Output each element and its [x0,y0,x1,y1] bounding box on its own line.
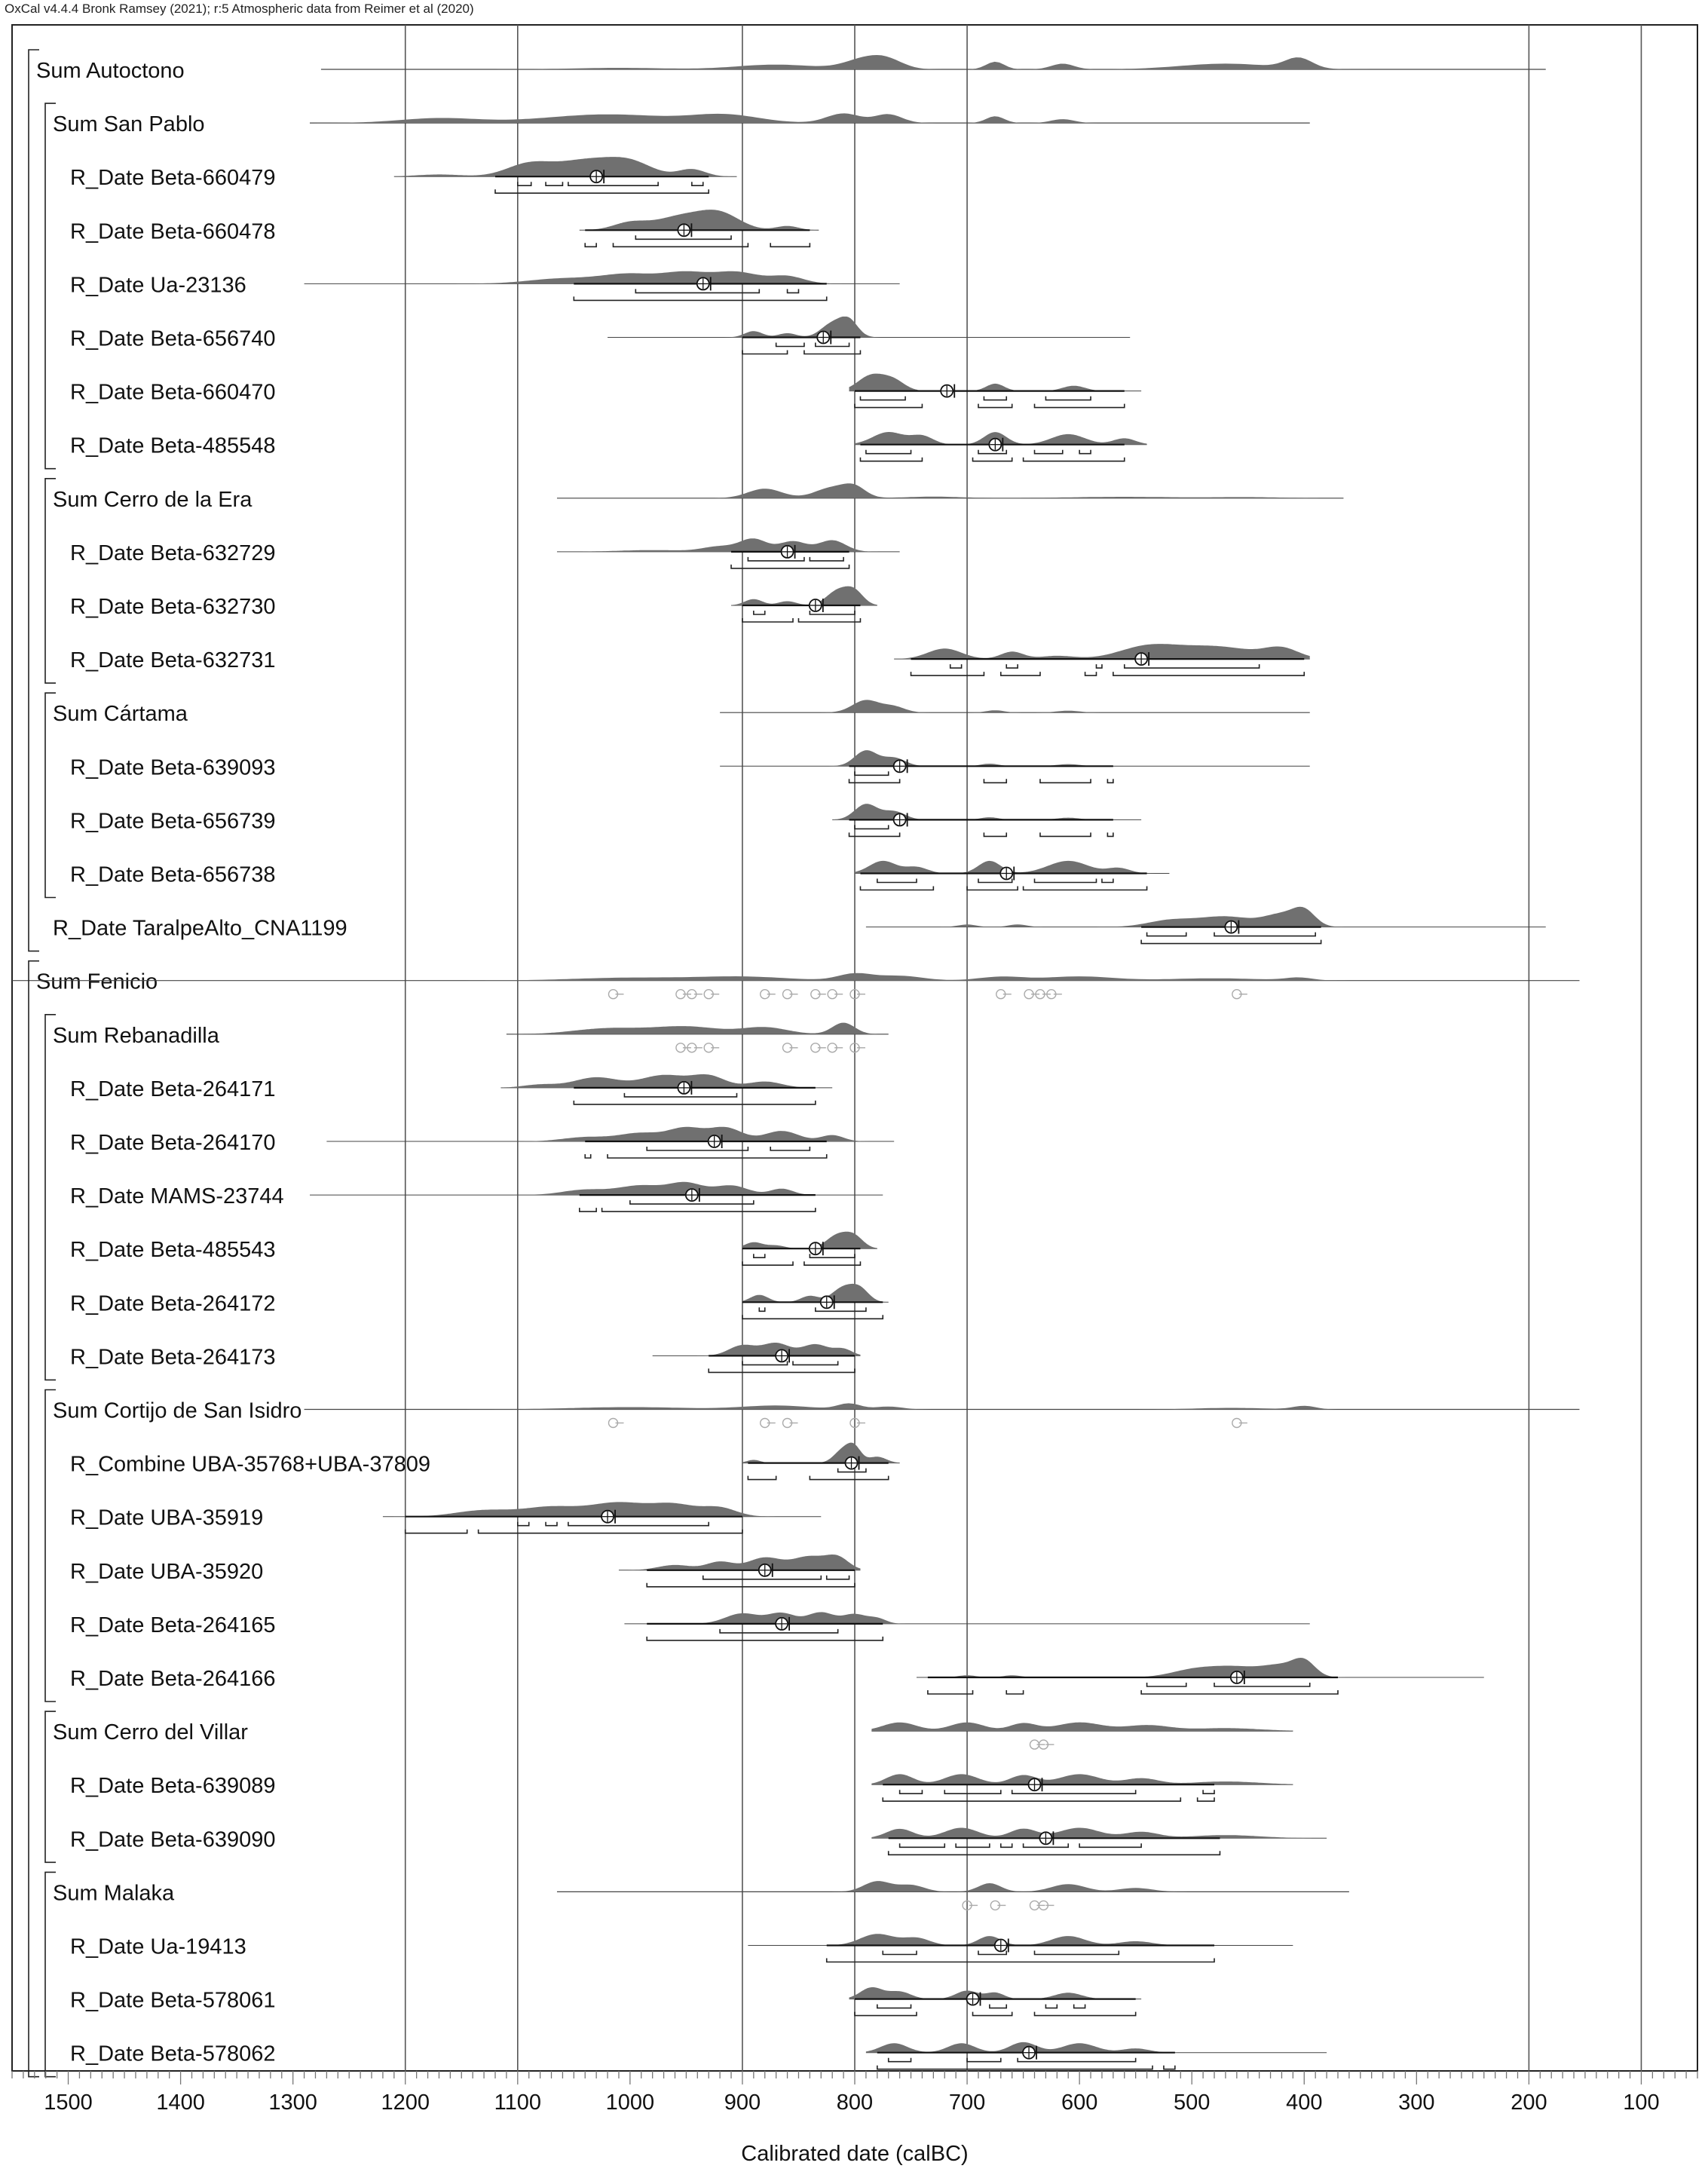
range-68-bracket [754,1254,765,1257]
range-68-bracket [877,2005,911,2008]
range-95-bracket [614,243,748,247]
row-r-date-beta-660479 [70,157,737,193]
range-68-bracket [900,1843,945,1847]
range-68-bracket [518,1522,529,1526]
row-label: R_Date Beta-264165 [70,1613,276,1637]
summed-density [871,1723,1293,1732]
row-label: Sum Fenicio [36,969,158,994]
range-68-bracket [546,182,562,185]
range-95-bracket [1107,832,1113,836]
group-bracket-sum-fenicio [29,961,39,2077]
group-bracket-sum-autoctono [29,50,39,951]
range-68-bracket [1035,1951,1119,1955]
range-95-bracket [798,618,860,622]
row-r-date-beta-485543 [70,1232,877,1265]
row-label: Sum Malaka [53,1881,175,1906]
range-68-bracket [816,1307,866,1311]
range-95-bracket [1035,2012,1136,2016]
range-95-bracket [984,779,1006,783]
row-sum-san-pablo [53,112,1310,136]
range-68-bracket [1125,664,1260,668]
range-95-bracket [1141,940,1321,944]
row-r-date-taralpealto-cna1199 [53,907,1546,944]
range-68-bracket [1214,1683,1310,1686]
x-tick-label: 300 [1398,2091,1435,2115]
row-r-date-beta-639089 [70,1774,1293,1801]
row-r-date-beta-264172 [70,1284,889,1319]
range-95-bracket [742,1261,793,1265]
group-bracket-sum-rebanadilla [45,1015,56,1380]
x-tick-label: 1500 [44,2091,93,2115]
range-68-bracket [900,1790,923,1793]
row-r-date-beta-485548 [70,432,1147,461]
range-95-bracket [574,296,826,300]
row-label: R_Date Beta-660479 [70,166,276,191]
range-95-bracket [495,189,709,193]
x-tick-label: 200 [1511,2091,1547,2115]
row-label: R_Date TaralpeAlto_CNA1199 [53,916,347,941]
summed-density [12,973,1580,981]
row-r-date-beta-632729 [70,538,900,568]
range-95-bracket [770,243,810,247]
range-95-bracket [860,887,933,890]
range-68-bracket [866,450,911,454]
range-68-bracket [1102,879,1113,883]
range-95-bracket [860,458,922,461]
range-68-bracket [1012,1790,1136,1793]
posterior-density [310,1182,883,1195]
row-sum-fenicio [12,970,1580,999]
summed-density [310,113,1310,123]
range-95-bracket [984,832,1006,836]
x-tick-label: 1200 [381,2091,430,2115]
row-label: R_Date UBA-35920 [70,1559,264,1584]
range-68-bracket [810,557,843,561]
x-tick-label: 700 [948,2091,986,2115]
range-68-bracket [990,2005,1006,2008]
range-95-bracket [647,1637,883,1640]
summed-density [557,1881,1349,1891]
row-r-date-ua-23136 [70,271,900,301]
range-95-bracket [973,2012,1012,2016]
range-95-bracket [849,832,900,836]
row-r-date-beta-656740 [70,317,1130,354]
range-95-bracket [1141,1690,1338,1694]
posterior-density [720,750,1310,766]
x-tick-label: 1300 [268,2091,317,2115]
posterior-density [742,1443,900,1463]
range-68-bracket [889,2058,911,2062]
range-68-bracket [1079,450,1091,454]
range-95-bracket [883,1797,1180,1801]
range-68-bracket [770,1147,810,1150]
x-tick-label: 400 [1286,2091,1323,2115]
row-label: R_Date Beta-639090 [70,1827,276,1852]
x-tick-label: 600 [1061,2091,1098,2115]
range-68-bracket [1074,2005,1085,2008]
row-r-date-beta-264171 [70,1074,832,1104]
range-95-bracket [1040,779,1091,783]
range-95-bracket [608,1154,827,1158]
row-sum-cortijo-de-san-isidro [53,1399,1580,1428]
bracket-layer [29,50,56,2077]
range-68-bracket [692,182,703,185]
range-95-bracket [810,1476,888,1480]
range-68-bracket [956,1843,990,1847]
row-label: R_Date UBA-35919 [70,1506,264,1530]
range-68-bracket [776,343,804,347]
row-sum-autoctono [36,55,1546,83]
range-95-bracket [585,1154,590,1158]
range-68-bracket [1147,1683,1186,1686]
row-label: R_Date Beta-264166 [70,1667,276,1691]
posterior-density [871,1774,1293,1784]
range-95-bracket [855,404,922,408]
row-r-date-mams-23744 [70,1182,883,1211]
row-label: R_Combine UBA-35768+UBA-37809 [70,1452,430,1477]
range-68-bracket [967,2058,1001,2062]
range-68-bracket [793,1361,838,1365]
range-95-bracket [1006,1690,1023,1694]
summed-density [557,483,1343,498]
range-95-bracket [877,2066,1152,2069]
range-68-bracket [635,289,759,293]
posterior-density [849,1987,1142,1999]
row-r-date-beta-660478 [70,210,819,247]
range-95-bracket [911,672,984,675]
group-bracket-sum-san-pablo [45,103,56,469]
row-r-date-beta-264166 [70,1658,1484,1694]
row-label: R_Date Ua-23136 [70,273,246,298]
row-label: Sum Cerro de la Era [53,487,253,512]
range-68-bracket [624,1093,736,1097]
posterior-density [305,271,900,284]
range-68-bracket [647,1147,748,1150]
range-68-bracket [748,557,804,561]
range-68-bracket [860,397,905,400]
range-68-bracket [944,1790,1001,1793]
x-tick-label: 500 [1174,2091,1211,2115]
range-95-bracket [1040,832,1091,836]
summed-density [305,1403,1580,1409]
range-95-bracket [585,243,596,247]
range-68-bracket [1035,879,1097,883]
x-tick-label: 1100 [494,2091,541,2115]
range-95-bracket [742,351,788,354]
range-68-bracket [568,182,658,185]
range-95-bracket [742,1315,883,1319]
x-tick-label: 800 [836,2091,874,2115]
posterior-density [608,317,1130,338]
posterior-density [580,210,819,230]
range-95-bracket [709,1368,855,1372]
x-tick-label: 100 [1623,2091,1660,2115]
row-r-date-beta-656739 [70,804,1141,836]
range-95-bracket [748,1476,776,1480]
posterior-density [866,907,1546,927]
summed-density [507,1023,889,1034]
row-sum-c-rtama [53,700,1310,726]
posterior-density [731,587,877,605]
row-sum-cerro-del-villar [53,1720,1293,1749]
row-r-date-beta-578062 [70,2042,1327,2069]
row-label: Sum Cerro del Villar [53,1720,248,1745]
row-label: Sum Cortijo de San Isidro [53,1398,302,1423]
row-label: R_Date Beta-485548 [70,433,276,458]
range-95-bracket [1035,404,1125,408]
range-68-bracket [754,611,765,614]
posterior-density [866,2042,1327,2053]
range-68-bracket [1018,2058,1136,2062]
range-95-bracket [574,1101,815,1104]
range-68-bracket [883,1951,917,1955]
range-95-bracket [406,1530,467,1533]
x-tick-label: 1400 [156,2091,205,2115]
x-tick-label: 1000 [605,2091,655,2115]
posterior-density [653,1343,861,1355]
range-95-bracket [1024,887,1147,890]
row-label: Sum Cártama [53,702,188,727]
range-68-bracket [950,664,962,668]
row-label: R_Date Beta-632731 [70,648,276,673]
range-95-bracket [804,351,861,354]
row-r-date-beta-639090 [70,1827,1327,1855]
row-sum-malaka [53,1881,1349,1910]
row-label: R_Date Beta-264173 [70,1345,276,1370]
range-95-bracket [731,565,849,568]
posterior-density [394,157,737,176]
row-r-date-uba-35919 [70,1502,821,1533]
row-r-date-beta-632730 [70,587,877,622]
row-label: R_Date Beta-639093 [70,755,276,780]
row-r-date-beta-264165 [70,1612,1310,1640]
row-label: R_Date Beta-656738 [70,862,276,887]
row-r-date-ua-19413 [70,1934,1293,1962]
posterior-density [894,644,1310,659]
range-95-bracket [1113,672,1304,675]
row-r-date-beta-264170 [70,1127,894,1158]
range-68-bracket [1001,1843,1012,1847]
range-95-bracket [1198,1797,1214,1801]
row-label: R_Date Beta-660478 [70,219,276,244]
range-68-bracket [1096,664,1101,668]
range-95-bracket [1107,779,1113,783]
x-tick-label: 900 [724,2091,761,2115]
posterior-density [326,1127,894,1141]
posterior-density [917,1658,1484,1677]
row-label: Sum Rebanadilla [53,1023,219,1048]
row-r-date-beta-632731 [70,644,1310,675]
range-68-bracket [1045,397,1091,400]
row-label: R_Date Beta-656739 [70,809,276,834]
row-r-date-beta-656738 [70,861,1169,890]
row-label: R_Date Beta-656740 [70,326,276,351]
range-68-bracket [568,1522,709,1526]
row-label: R_Date Beta-632730 [70,595,276,619]
row-label: R_Date Beta-639089 [70,1774,276,1799]
row-r-date-beta-639093 [70,750,1310,783]
row-label: R_Date Beta-660470 [70,380,276,405]
posterior-density [748,1934,1293,1945]
row-label: R_Date Beta-578062 [70,2042,276,2066]
range-68-bracket [1147,933,1186,936]
x-axis-title: Calibrated date (calBC) [741,2142,969,2166]
row-sum-cerro-de-la-era [53,483,1343,512]
range-95-bracket [1085,672,1097,675]
row-label: R_Date Beta-485543 [70,1238,276,1263]
range-95-bracket [967,887,1018,890]
row-label: R_Date Beta-578061 [70,1988,276,2013]
range-95-bracket [928,1690,973,1694]
range-68-bracket [984,397,1006,400]
row-label: R_Date Beta-264170 [70,1131,276,1155]
posterior-density [742,1284,889,1302]
oxcal-credit: OxCal v4.4.4 Bronk Ramsey (2021); r:5 Atmospheric data from Reimer et al (2020) [5,2,474,16]
x-axis [12,2071,1697,2115]
range-95-bracket [602,1208,816,1211]
range-95-bracket [889,1851,1220,1855]
row-r-combine-uba-35768-uba-37809 [70,1443,900,1480]
range-68-bracket [518,182,531,185]
posterior-density [619,1555,861,1570]
row-label: R_Date MAMS-23744 [70,1184,284,1209]
posterior-density [871,1828,1327,1839]
range-95-bracket [742,618,793,622]
posterior-density [832,804,1141,819]
posterior-density [500,1074,832,1088]
range-68-bracket [1045,2005,1057,2008]
row-r-date-beta-578061 [70,1987,1141,2016]
range-95-bracket [1164,2066,1175,2069]
summed-density [720,700,1310,712]
range-95-bracket [849,779,900,783]
range-68-bracket [788,289,799,293]
range-68-bracket [827,1576,849,1579]
range-95-bracket [1001,672,1040,675]
range-68-bracket [855,825,889,829]
range-95-bracket [580,1208,596,1211]
range-68-bracket [877,879,917,883]
range-95-bracket [855,2012,917,2016]
posterior-density [557,538,900,552]
range-68-bracket [1006,664,1018,668]
row-label: R_Date Beta-632729 [70,541,276,565]
range-95-bracket [647,1583,855,1587]
row-r-date-beta-660470 [70,374,1141,408]
range-95-bracket [973,458,1012,461]
range-68-bracket [855,771,889,775]
range-68-bracket [759,1307,764,1311]
range-68-bracket [1035,450,1063,454]
range-68-bracket [1203,1790,1214,1793]
row-label: Sum Autoctono [36,59,185,83]
range-95-bracket [978,404,1012,408]
range-95-bracket [1024,458,1125,461]
range-68-bracket [546,1522,557,1526]
summed-density [321,55,1546,69]
range-95-bracket [804,1261,861,1265]
row-label: R_Date Beta-264171 [70,1077,276,1101]
rows-layer [12,55,1580,2069]
row-label: R_Date Beta-264172 [70,1291,276,1316]
range-95-bracket [827,1959,1214,1962]
group-bracket-sum-cortijo-de-san-isidro [45,1390,56,1702]
row-sum-rebanadilla [53,1023,889,1052]
posterior-density [849,374,1142,391]
row-label: R_Date Ua-19413 [70,1934,246,1959]
range-68-bracket [1079,1843,1141,1847]
row-label: Sum San Pablo [53,112,205,137]
